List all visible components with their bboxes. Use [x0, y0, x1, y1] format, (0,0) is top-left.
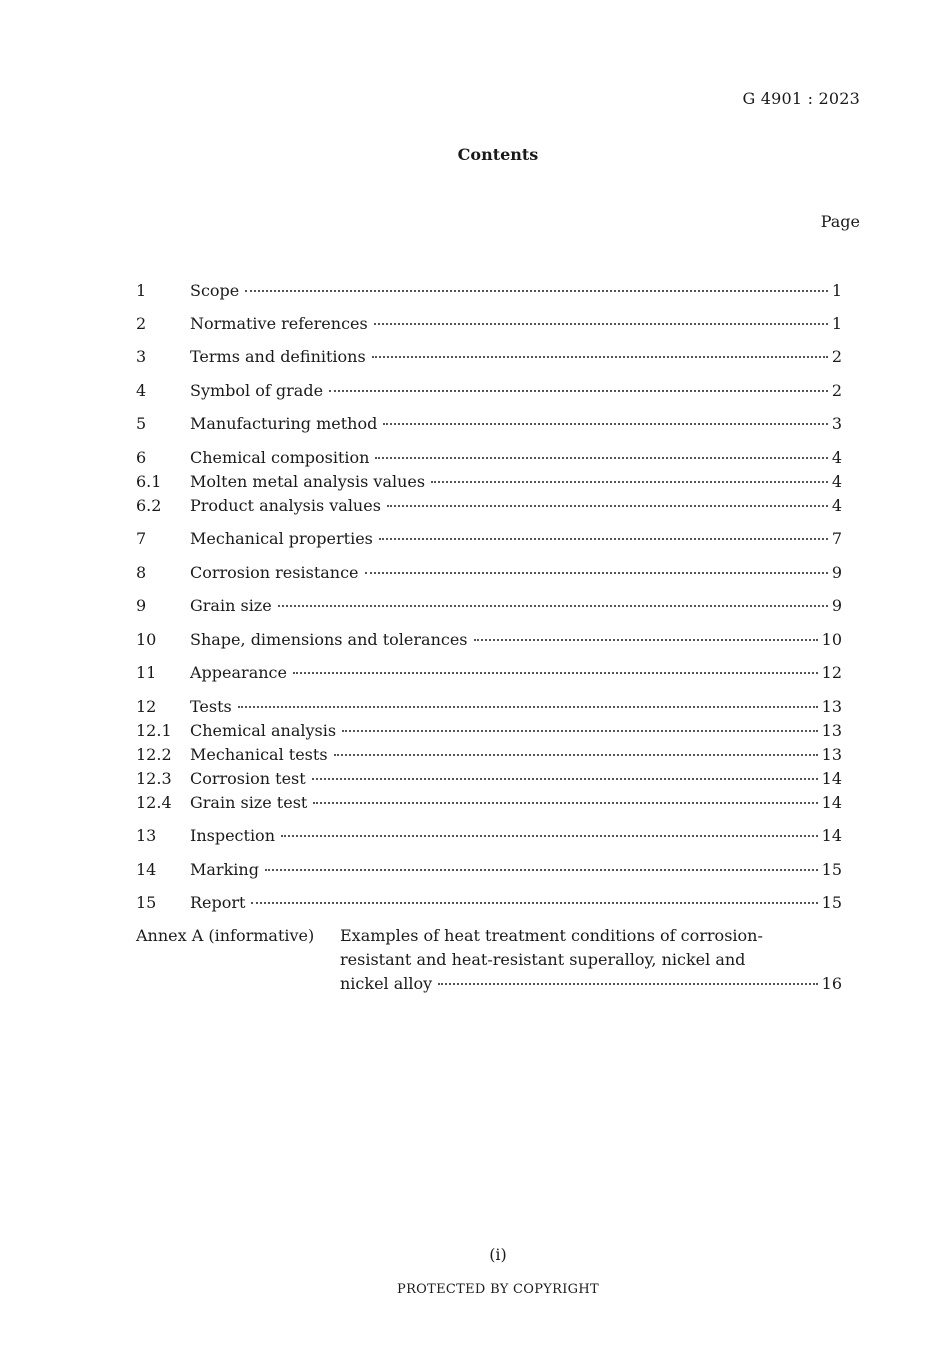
toc-entry-page-number: 15 — [821, 860, 842, 879]
toc-entry[interactable] — [136, 561, 842, 585]
toc-entry[interactable] — [136, 628, 842, 652]
toc-entry-title: Tests — [190, 697, 232, 716]
dot-leader — [375, 456, 827, 459]
toc-entry-title-row — [190, 719, 842, 743]
toc-entry-number: 4 — [136, 381, 147, 400]
toc-entry-number: 1 — [136, 281, 147, 300]
dot-leader — [379, 537, 828, 540]
toc-entry-title: Terms and definitions — [190, 347, 366, 366]
toc-entry-title-row — [190, 891, 842, 915]
toc-entry-page-number: 1 — [831, 281, 842, 300]
toc-entry-number: 8 — [136, 563, 147, 582]
toc-entry-number: 14 — [136, 860, 157, 879]
toc-entry[interactable] — [136, 494, 842, 518]
dot-leader — [365, 571, 828, 574]
toc-entry-number: 3 — [136, 347, 147, 366]
toc-entry[interactable] — [136, 891, 842, 915]
toc-entry-page-number: 4 — [831, 472, 842, 491]
toc-entry[interactable] — [136, 312, 842, 336]
toc-entry-title: Symbol of grade — [190, 381, 324, 400]
toc-entry[interactable] — [136, 527, 842, 551]
toc-entry-number: 5 — [136, 414, 147, 433]
toc-entry-page-number: 13 — [821, 745, 842, 764]
toc-entry-page-number: 14 — [821, 769, 842, 788]
toc-entry-page-number: 14 — [821, 826, 842, 845]
dot-leader — [251, 901, 817, 904]
toc-entry-title: Grain size test — [190, 793, 308, 812]
toc-entry-page-number: 3 — [831, 414, 842, 433]
toc-entry[interactable] — [136, 695, 842, 719]
toc-entry[interactable] — [136, 791, 842, 815]
toc-entry-number: 12 — [136, 697, 157, 716]
toc-entry[interactable] — [136, 279, 842, 303]
toc-entry-page-number: 2 — [831, 381, 842, 400]
toc-entry-page-number: 14 — [821, 793, 842, 812]
toc-entry[interactable] — [136, 345, 842, 369]
toc-entry-title: Marking — [190, 860, 259, 879]
dot-leader — [313, 801, 817, 804]
toc-entry[interactable] — [136, 824, 842, 848]
page-folio: (i) — [489, 1245, 507, 1264]
copyright-notice: PROTECTED BY COPYRIGHT — [397, 1282, 599, 1297]
toc-entry-title: Chemical composition — [190, 448, 370, 467]
annex-label: Annex A (informative) — [136, 926, 315, 945]
toc-entry-title: Shape, dimensions and tolerances — [190, 630, 468, 649]
dot-leader — [431, 480, 828, 483]
dot-leader — [312, 777, 818, 780]
dot-leader — [265, 868, 818, 871]
toc-entry-page-number: 4 — [831, 448, 842, 467]
dot-leader — [474, 638, 818, 641]
toc-entry-page-number: 13 — [821, 697, 842, 716]
toc-entry-title-row — [190, 470, 842, 494]
toc-entry-number: 2 — [136, 314, 147, 333]
toc-entry-title: Scope — [190, 281, 240, 300]
toc-entry-page-number: 4 — [831, 496, 842, 515]
toc-entry-title-row — [190, 345, 842, 369]
toc-entry-number: 13 — [136, 826, 157, 845]
toc-entry-number: 12.3 — [136, 769, 172, 788]
toc-entry-title-row — [190, 379, 842, 403]
annex-title-line: resistant and heat-resistant superalloy, nickel and — [340, 950, 746, 969]
toc-entry-title-row — [190, 412, 842, 436]
document-id: G 4901 : 2023 — [742, 89, 860, 108]
dot-leader — [438, 982, 817, 985]
toc-entry-title: Grain size — [190, 596, 272, 615]
toc-entry-page-number: 2 — [831, 347, 842, 366]
toc-entry-title-row — [190, 791, 842, 815]
toc-entry-number: 6.2 — [136, 496, 162, 515]
toc-entry-title: Manufacturing method — [190, 414, 378, 433]
toc-entry-title: Mechanical properties — [190, 529, 373, 548]
toc-entry-title-row — [190, 527, 842, 551]
toc-entry-title: Inspection — [190, 826, 275, 845]
toc-entry-title-row — [190, 312, 842, 336]
dot-leader — [329, 389, 828, 392]
dot-leader — [293, 671, 818, 674]
dot-leader — [278, 604, 828, 607]
page-column-heading: Page — [820, 212, 860, 231]
toc-entry-title-row — [190, 743, 842, 767]
toc-entry-title: Molten metal analysis values — [190, 472, 426, 491]
dot-leader — [281, 834, 818, 837]
toc-entry-page-number: 12 — [821, 663, 842, 682]
toc-entry[interactable] — [136, 767, 842, 791]
toc-entry[interactable] — [136, 743, 842, 767]
toc-entry-title-row — [190, 594, 842, 618]
dot-leader — [387, 504, 828, 507]
toc-entry-page-number: 15 — [821, 893, 842, 912]
toc-entry-title-row — [190, 628, 842, 652]
toc-entry[interactable] — [136, 412, 842, 436]
toc-entry-number: 15 — [136, 893, 157, 912]
toc-entry-title: Appearance — [190, 663, 287, 682]
toc-entry-number: 6.1 — [136, 472, 162, 491]
toc-entry[interactable] — [136, 470, 842, 494]
toc-entry-title: Mechanical tests — [190, 745, 328, 764]
toc-entry-title: Chemical analysis — [190, 721, 337, 740]
toc-entry-number: 6 — [136, 448, 147, 467]
toc-entry[interactable] — [136, 446, 842, 470]
toc-entry-number: 10 — [136, 630, 157, 649]
dot-leader — [238, 705, 818, 708]
annex-title — [340, 924, 842, 996]
toc-entry[interactable] — [136, 594, 842, 618]
dot-leader — [383, 422, 827, 425]
toc-entry-page-number: 1 — [831, 314, 842, 333]
toc-entry-title: Corrosion resistance — [190, 563, 359, 582]
toc-entry-page-number: 13 — [821, 721, 842, 740]
toc-entry[interactable] — [136, 858, 842, 882]
toc-entry-title-row — [190, 767, 842, 791]
toc-entry[interactable] — [136, 379, 842, 403]
annex-title-line: Examples of heat treatment conditions of corrosion- — [340, 926, 763, 945]
toc-entry[interactable] — [136, 719, 842, 743]
toc-entry-number: 12.2 — [136, 745, 172, 764]
toc-entry-title-row — [190, 494, 842, 518]
toc-entry-title-row — [190, 695, 842, 719]
toc-entry-page-number: 7 — [831, 529, 842, 548]
toc-entry-title-row — [190, 858, 842, 882]
toc-entry-number: 11 — [136, 663, 157, 682]
dot-leader — [334, 753, 818, 756]
toc-entry-page-number: 10 — [821, 630, 842, 649]
toc-entry-number: 9 — [136, 596, 147, 615]
toc-entry-title: Report — [190, 893, 246, 912]
contents-title: Contents — [457, 145, 539, 164]
annex-title-line: nickel alloy — [340, 974, 433, 993]
toc-entry-page-number: 9 — [831, 563, 842, 582]
toc-entry[interactable] — [136, 661, 842, 685]
toc-entry-title-row — [190, 661, 842, 685]
toc-entry-number: 7 — [136, 529, 147, 548]
toc-entry-title-row — [190, 561, 842, 585]
toc-entry-title-row — [190, 446, 842, 470]
toc-entry-title: Product analysis values — [190, 496, 381, 515]
toc-entry-page-number: 9 — [831, 596, 842, 615]
toc-entry-title-row — [190, 824, 842, 848]
dot-leader — [245, 289, 828, 292]
dot-leader — [374, 322, 828, 325]
dot-leader — [372, 355, 828, 358]
toc-entry-number: 12.1 — [136, 721, 172, 740]
toc-entry-title: Corrosion test — [190, 769, 306, 788]
dot-leader — [342, 729, 818, 732]
toc-entry-number: 12.4 — [136, 793, 172, 812]
toc-entry-title: Normative references — [190, 314, 368, 333]
toc-entry-title-row — [190, 279, 842, 303]
annex-page-number: 16 — [821, 974, 842, 993]
